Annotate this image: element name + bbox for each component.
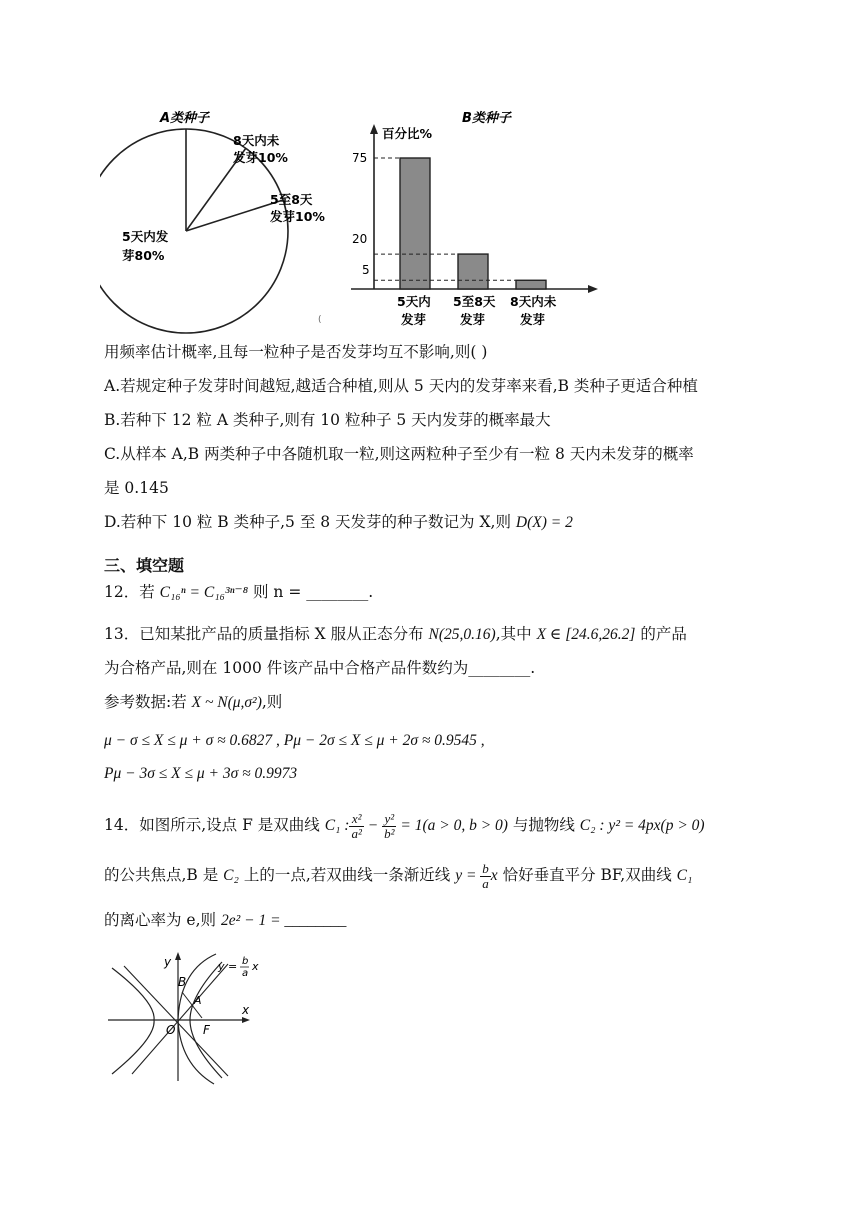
q14-frac-y: $\frac{\text{y²}}{\text{b²}}$ [384,810,395,841]
q13-line3-text-a: 参考数据:若 [104,693,192,711]
q14-line3-text: 的离心率为 e,则 [104,911,221,929]
graph-asym-b: b [242,956,249,967]
q11-option-c-line2: 是 0.145 [104,479,169,497]
q11-option-d-math: D(X) = 2 [515,514,573,531]
bar-title: B类种子 [462,111,511,126]
section-heading-fill-in: 三、填空题 [104,556,185,575]
q14-line2-text-b: 上的一点,若双曲线一条渐近线 [238,866,456,884]
graph-hyperbola-left [112,968,154,1074]
pie-slice-edge-low [186,200,283,231]
graph-label-a: A [194,994,202,1007]
graph-label-y: y [164,955,172,969]
q14-line3 [104,910,346,931]
pie-label-not-germinated-2: 发芽10% [233,150,288,165]
q11-option-d-text: D.若种下 10 粒 B 类种子,5 至 8 天发芽的种子数记为 X,则 [104,513,516,531]
q13-line1-text-c: 的产品 [635,625,687,643]
bar-tick-20: 20 [352,232,368,246]
q13-line2: 为合格产品,则在 1000 件该产品中合格产品件数约为________. [104,659,536,677]
bar-3 [516,280,546,289]
pie-label-5to8-1: 5至8天 [270,192,313,207]
bar-xlabel-1a: 5天内 [397,294,431,309]
q14-line1-text-b: 与抛物线 [507,816,580,834]
q13-line1-normal: N(25,0.16) [428,626,496,643]
bar-xlabel-2a: 5至8天 [453,294,496,309]
q14-c1: C₁ : [324,817,350,834]
q13-line1 [104,624,687,645]
bar-1 [400,158,430,289]
q13-line5: Pμ − 3σ ≤ X ≤ μ + 3σ ≈ 0.9973 [104,765,298,782]
pie-title: A类种子 [160,111,210,126]
q11-stem: 用频率估计概率,且每一粒种子是否发芽均互不影响,则( ) [104,343,488,361]
q12-tail: 则 n = ________. [248,583,374,601]
bar-2 [458,254,488,289]
q14-line2-c2: C₂ [223,867,239,884]
pie-label-within5-2: 芽80% [122,248,165,263]
q11-option-b: B.若种下 12 粒 A 类种子,则有 10 粒种子 5 天内发芽的概率最大 [104,411,551,429]
q14-line3-math: 2e² − 1 = ________ [220,912,347,929]
q11-option-c-line1: C.从样本 A,B 两类种子中各随机取一粒,则这两粒种子至少有一粒 8 天内未发芽的概率 [104,445,694,463]
graph-asym-lhs: y = [218,960,238,973]
pie-edge-mark: ( [318,315,322,325]
q11-option-a: A.若规定种子发芽时间越短,越适合种植,则从 5 天内的发芽率来看,B 类种子更适合种植 [104,377,698,395]
q14-asym-frac: $\frac{b}{a}$ [482,860,489,891]
q14-line2-c1: C₁ [676,867,693,884]
bar-tick-75: 75 [352,151,368,165]
pie-label-not-germinated-1: 8天内未 [233,133,280,148]
q13-line1-text-a: 13．已知某批产品的质量指标 X 服从正态分布 [104,625,429,643]
q14-line2 [104,860,692,891]
hyperbola-graph [104,946,264,1086]
q14-eq1: = 1(a > 0, b > 0) [396,817,508,834]
graph-label-x: x [242,1003,250,1017]
q13-line3-text-b: ,则 [261,693,283,711]
q12 [104,582,373,603]
graph-asym-x: x [252,960,259,973]
bar-xlabel-1b: 发芽 [401,312,427,327]
graph-asym-a: a [242,968,249,979]
q14-frac-x: $\frac{\text{x²}}{\text{a²}}$ [351,810,362,841]
graph-label-f: F [203,1023,210,1037]
pie-label-within5-1: 5天内发 [122,229,169,244]
q13-line1-interval: X ∈ [24.6,26.2] [536,626,636,643]
q14-asym-y: y = [455,867,481,884]
q14-line2-text-c: 恰好垂直平分 BF,双曲线 [497,866,677,884]
graph-label-b: B [178,975,187,989]
q14-line2-text-a: 的公共焦点,B 是 [104,866,224,884]
q14-asym-x: x [490,867,498,884]
bar-xlabel-3b: 发芽 [520,312,546,327]
bar-tick-5: 5 [362,263,370,277]
q12-math: C₁₆ⁿ = C₁₆³ⁿ⁻⁸ [159,584,249,601]
q13-line1-text-b: ,其中 [495,625,537,643]
q14-line1-text-a: 14．如图所示,设点 F 是双曲线 [104,816,325,834]
graph-x-arrow [242,1017,250,1023]
bar-y-label: 百分比% [382,126,433,141]
bar-x-axis-arrow [588,285,598,293]
q14-c2: C₂ : y² = 4px(p > 0) [579,817,705,834]
q12-num: 12．若 [104,583,160,601]
q14-line1: 14．如图所示,设点 F 是双曲线 C₁ : $\frac{\text{x²}}{\text{a²}}$ − $\frac{\text{y²}}{\text{b²}}$ = 1(a > 0, b > 0) 与抛物线 C₂ : y² = 4px(p > 0) [104,810,705,841]
q13-line4: μ − σ ≤ X ≤ μ + σ ≈ 0.6827 , Pμ − 2σ ≤ X ≤ μ + 2σ ≈ 0.9545 , [104,732,485,749]
q11-option-d [104,512,573,533]
bar-xlabel-3a: 8天内未 [510,294,557,309]
q13-line3 [104,692,282,713]
pie-label-5to8-2: 发芽10% [270,209,325,224]
seed-figure [100,100,620,335]
bar-y-axis-arrow [370,124,378,134]
q13-line3-math: X ~ N(μ,σ²) [191,694,262,711]
graph-label-o: O [166,1023,176,1037]
bar-xlabel-2b: 发芽 [460,312,486,327]
graph-y-arrow [175,952,181,960]
